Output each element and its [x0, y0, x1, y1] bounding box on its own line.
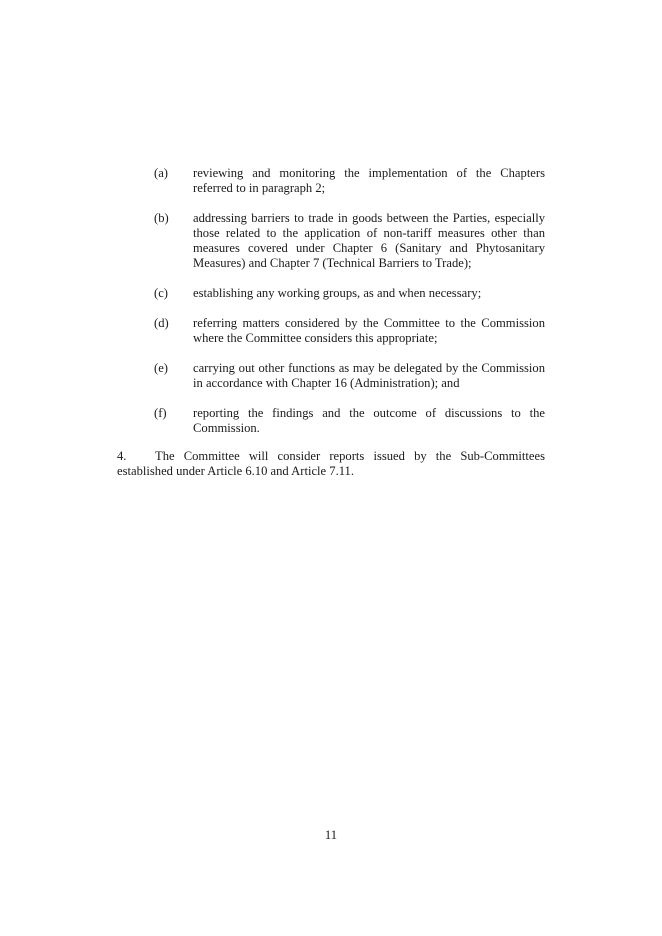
item-label: (a) [154, 166, 168, 180]
paragraph-4 [117, 449, 545, 479]
list-item [117, 361, 545, 391]
list-item [117, 286, 545, 301]
item-label: (b) [154, 211, 169, 225]
item-text: referring matters considered by the Committee to the Commission where the Committee considers this appropriate; [193, 316, 545, 345]
item-label: (e) [154, 361, 168, 375]
item-text: establishing any working groups, as and when necessary; [193, 286, 482, 300]
page-number: 11 [324, 828, 338, 842]
item-text: carrying out other functions as may be delegated by the Commission in accordance with Chapter 16 (Administration); and [193, 361, 545, 390]
list-item [117, 316, 545, 346]
item-text: reviewing and monitoring the implementation of the Chapters referred to in paragraph 2; [193, 166, 545, 195]
paragraph-number: 4. [117, 449, 127, 463]
paragraph-text: The Committee will consider reports issued by the Sub-Committees established under Article 6.10 and Article 7.11. [117, 449, 545, 478]
item-text: addressing barriers to trade in goods between the Parties, especially those related to the application of non-tariff measures other than measures covered under Chapter 6 (Sanitary and Phytosanitary Measures) and Chapter 7 (Technical Barriers to Trade); [193, 211, 545, 270]
list-item [117, 211, 545, 271]
item-label: (c) [154, 286, 168, 300]
list-item [117, 406, 545, 436]
item-label: (d) [154, 316, 169, 330]
subparagraph-list [117, 166, 545, 451]
item-label: (f) [154, 406, 167, 420]
item-text: reporting the findings and the outcome of discussions to the Commission. [193, 406, 545, 435]
list-item [117, 166, 545, 196]
